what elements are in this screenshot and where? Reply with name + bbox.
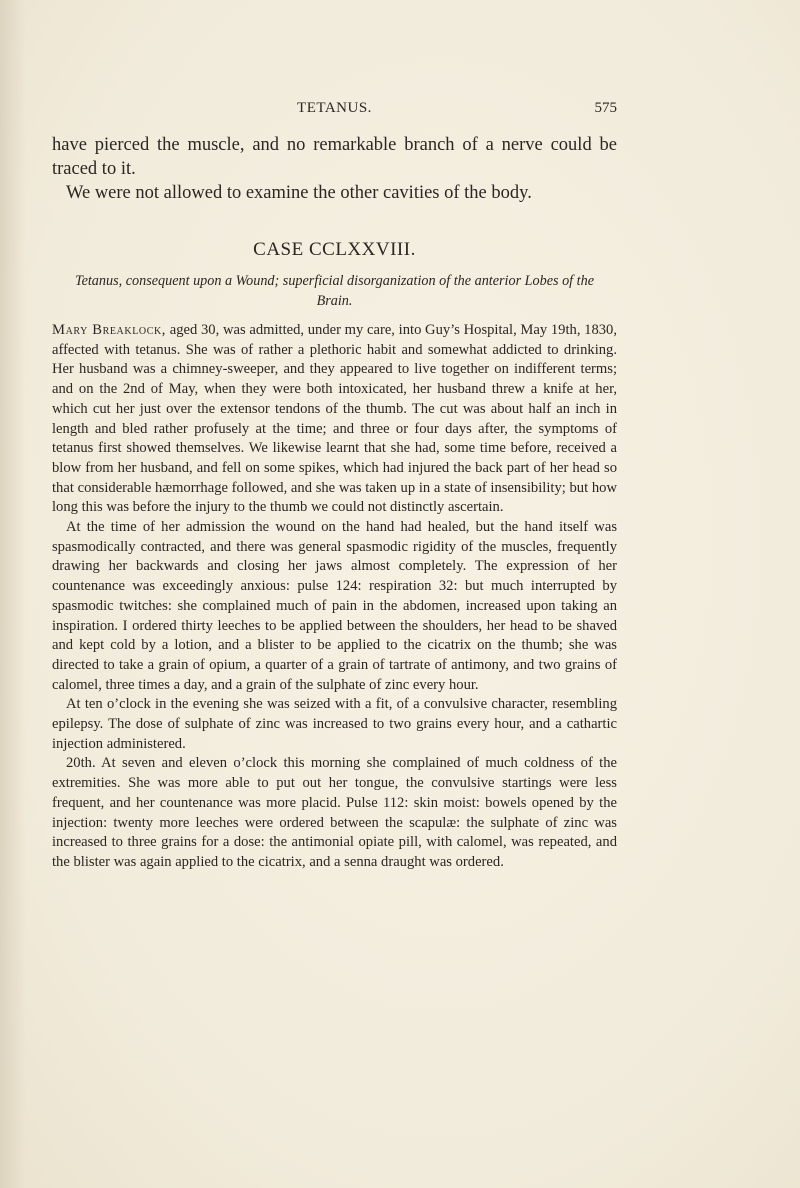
case-paragraph-text: aged 30, was admitted, under my care, into Guy’s Hospital, May 19th, 1830, affected with tetanus. She was of rather a plethoric habit and somewhat addicted to drinking. Her husband was a chimney-sweeper, and they appeared to live together on indifferent terms; and on the 2nd of May, when they were both intoxicated, her husband threw a knife at her, which cut her just over the extensor tendons of the thumb. The cut was about half an inch in length and bled rather profusely at the time; and three or four days after, the symptoms of tetanus first showed themselves. We likewise learnt that she had, some time before, received a blow from her husband, and fell on some spikes, which had injured the back part of her head so that considerable hæmorrhage followed, and she was taken up in a state of insensibility; but how long this was before the injury to the thumb we could not distinctly ascertain. [52,322,617,516]
case-paragraph: At ten o’clock in the evening she was seized with a fit, of a convulsive character, resembling epilepsy. The dose of sulphate of zinc was increased to two grains every hour, and a cathartic injection administered. [52,696,617,752]
case-paragraph [52,321,617,518]
opening-paragraph: have pierced the muscle, and no remarkable branch of a nerve could be traced to it. [52,135,617,179]
patient-name: Mary Breaklock, [52,322,167,338]
page-header [52,100,617,120]
page-number: 575 [594,100,617,116]
case-subtitle: Tetanus, consequent upon a Wound; superficial disorganization of the anterior Lobes of the Brain. [74,273,595,309]
running-head: TETANUS. [297,100,372,116]
page-body [52,133,617,873]
opening-paragraph-2: We were not allowed to examine the other cavities of the body. [66,183,532,203]
binding-shadow [0,0,26,1188]
case-paragraph: At the time of her admission the wound on the hand had healed, but the hand itself was spasmodically contracted, and there was general spasmodic rigidity of the muscles, frequently drawing her backwards and closing her jaws almost completely. The expression of her countenance was exceedingly anxious: pulse 124: respiration 32: but much interrupted by spasmodic twitches: she complained much of pain in the abdomen, increased upon taking an inspiration. I ordered thirty leeches to be applied between the shoulders, her head to be shaved and kept cold by a lotion, and a blister to be applied to the cicatrix on the thumb; she was directed to take a grain of opium, a quarter of a grain of tartrate of antimony, and two grains of calomel, three times a day, and a grain of the sulphate of zinc every hour. [52,519,617,693]
case-paragraph: 20th. At seven and eleven o’clock this morning she complained of much coldness of the extremities. She was more able to put out her tongue, the convulsive startings were less frequent, and her countenance was more placid. Pulse 112: skin moist: bowels opened by the injection: twenty more leeches were ordered between the scapulæ: the sulphate of zinc was increased to three grains for a dose: the antimonial opiate pill, with calomel, was repeated, and the blister was again applied to the cicatrix, and a senna draught was ordered. [52,755,617,870]
case-title: CASE CCLXXVIII. [253,239,416,260]
